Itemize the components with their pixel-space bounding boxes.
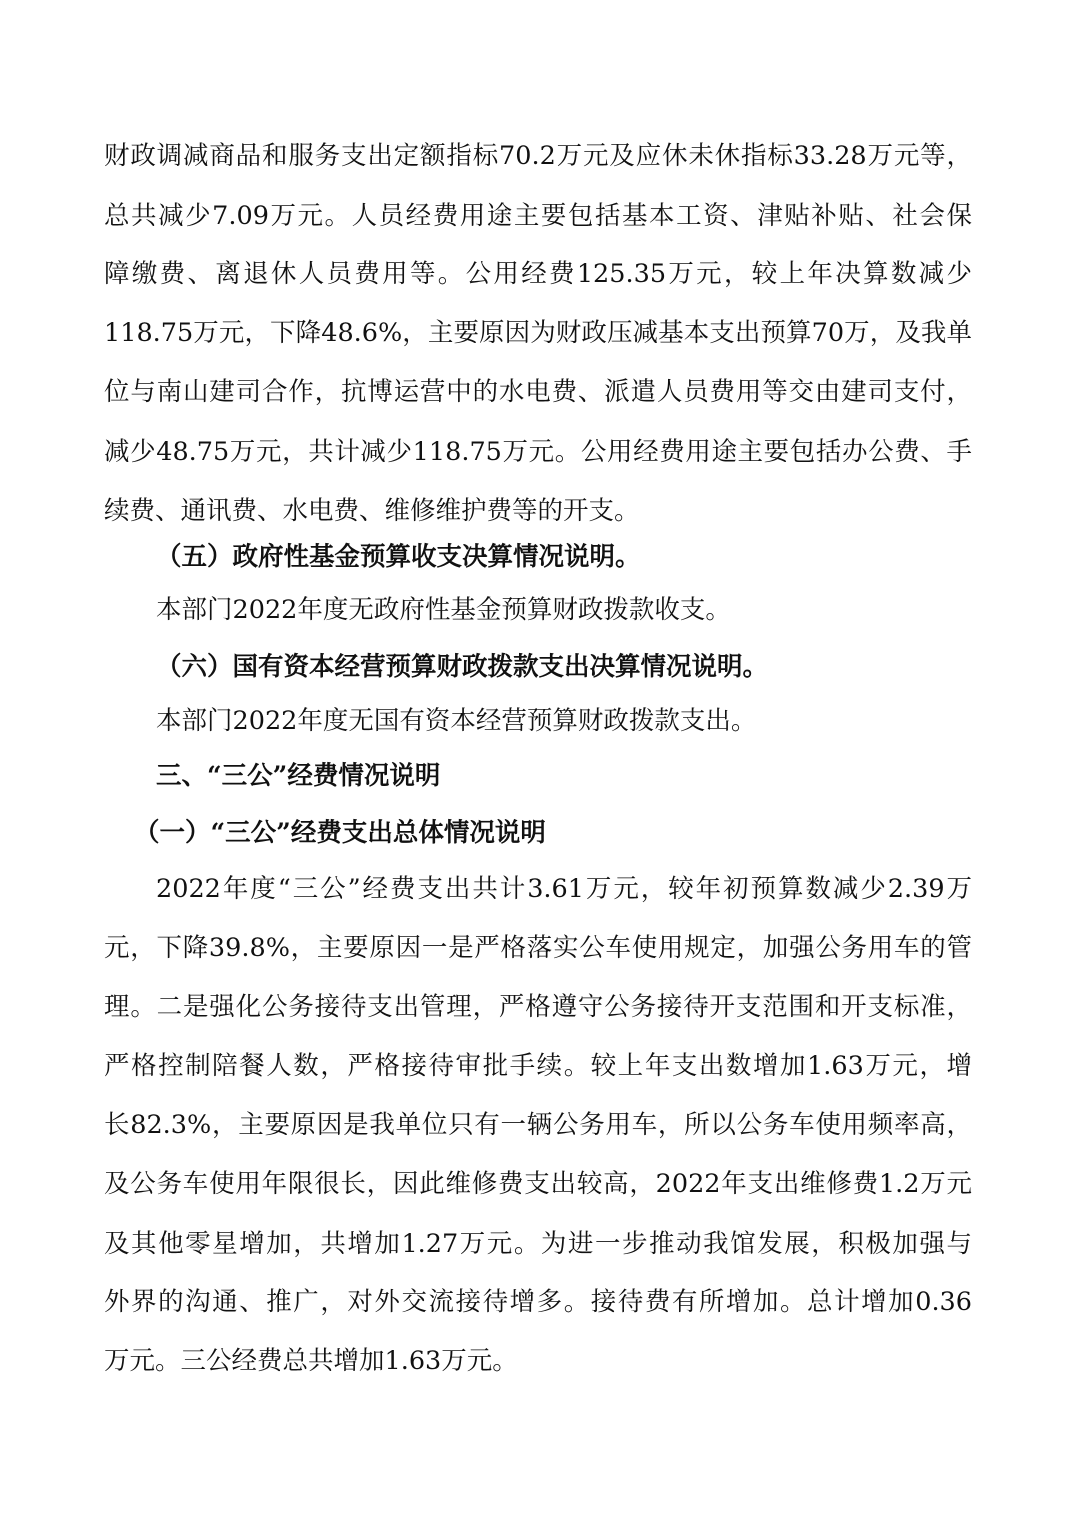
- paragraph-line: 续费、通讯费、水电费、维修维护费等的开支。: [104, 496, 640, 526]
- paragraph-line: 及公务车使用年限很长，因此维修费支出较高，2022年支出维修费1.2万元: [104, 1169, 972, 1199]
- paragraph-line: 118.75万元，下降48.6%，主要原因为财政压减基本支出预算70万，及我单: [104, 318, 972, 348]
- paragraph-line: 位与南山建司合作，抗博运营中的水电费、派遣人员费用等交由建司支付，: [104, 377, 972, 407]
- paragraph-line: 外界的沟通、推广，对外交流接待增多。接待费有所增加。总计增加0.36: [104, 1287, 972, 1317]
- paragraph-line: 总共减少7.09万元。人员经费用途主要包括基本工资、津贴补贴、社会保: [104, 201, 972, 231]
- paragraph-line: 万元。三公经费总共增加1.63万元。: [104, 1346, 518, 1376]
- heading-section-6: （六）国有资本经营预算财政拨款支出决算情况说明。: [156, 652, 769, 682]
- section-3-heading: 三、“三公”经费情况说明: [156, 761, 441, 791]
- paragraph-line: 严格控制陪餐人数，严格接待审批手续。较上年支出数增加1.63万元，增: [104, 1051, 972, 1081]
- paragraph-line: 减少48.75万元，共计减少118.75万元。公用经费用途主要包括办公费、手: [104, 437, 972, 467]
- paragraph-line: 元，下降39.8%，主要原因一是严格落实公车使用规定，加强公务用车的管: [104, 933, 972, 963]
- heading-section-5: （五）政府性基金预算收支决算情况说明。: [156, 542, 641, 572]
- paragraph-line: 长82.3%，主要原因是我单位只有一辆公务用车，所以公务车使用频率高，: [104, 1110, 972, 1140]
- paragraph-line: 财政调减商品和服务支出定额指标70.2万元及应休未休指标33.28万元等，: [104, 141, 972, 171]
- section-5-text: 本部门2022年度无政府性基金预算财政拨款收支。: [156, 595, 731, 625]
- paragraph-line: 障缴费、离退休人员费用等。公用经费125.35万元，较上年决算数减少: [104, 259, 972, 289]
- paragraph-line: 2022年度“三公”经费支出共计3.61万元，较年初预算数减少2.39万: [156, 874, 972, 904]
- paragraph-line: 理。二是强化公务接待支出管理，严格遵守公务接待开支范围和开支标准，: [104, 992, 972, 1022]
- subsection-1-heading: （一）“三公”经费支出总体情况说明: [134, 818, 546, 848]
- section-6-text: 本部门2022年度无国有资本经营预算财政拨款支出。: [156, 706, 757, 736]
- paragraph-line: 及其他零星增加，共增加1.27万元。为进一步推动我馆发展，积极加强与: [104, 1229, 972, 1259]
